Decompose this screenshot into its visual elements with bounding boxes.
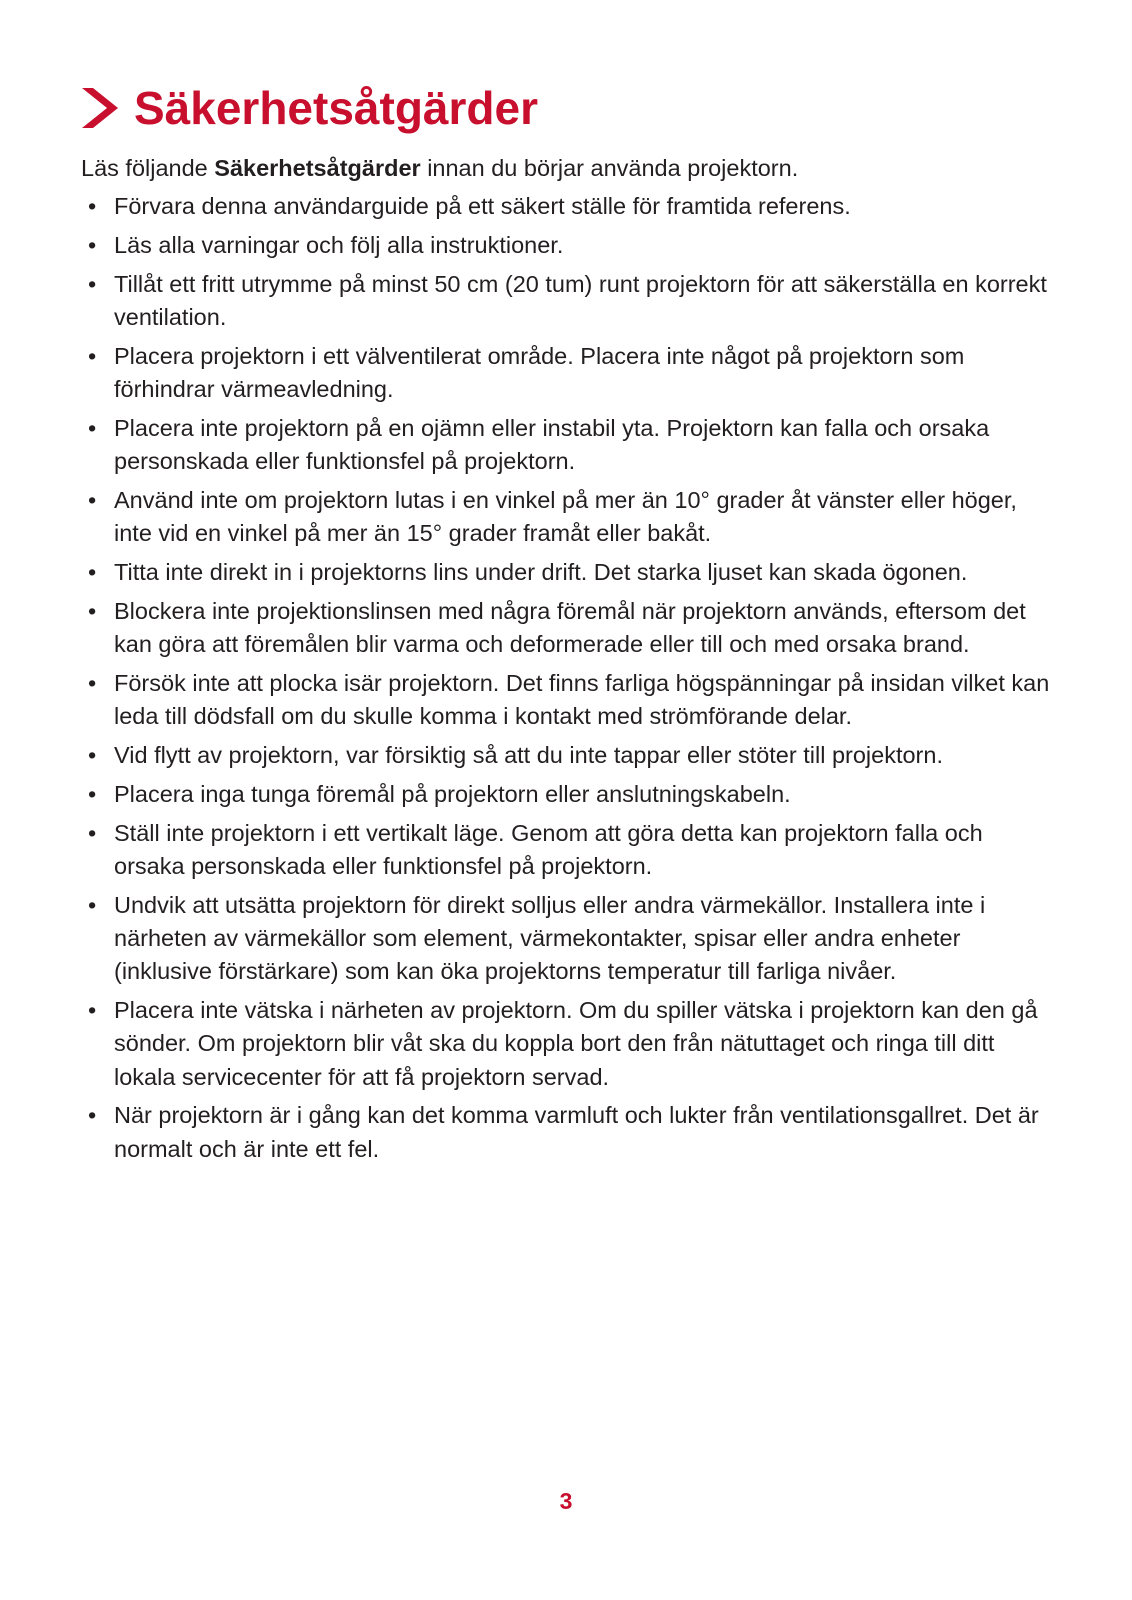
list-item bbox=[81, 484, 1051, 551]
list-item-text: Förvara denna användarguide på ett säkert ställe för framtida referens. bbox=[114, 193, 851, 219]
list-item bbox=[81, 817, 1051, 884]
list-item bbox=[81, 412, 1051, 479]
list-item bbox=[81, 889, 1051, 989]
list-item bbox=[81, 268, 1051, 335]
bullet: • bbox=[88, 997, 97, 1024]
bullet: • bbox=[88, 741, 97, 768]
page-number: 3 bbox=[559, 1488, 573, 1514]
list-item bbox=[81, 994, 1051, 1094]
safety-list bbox=[81, 190, 1051, 1172]
list-item-text: När projektorn är i gång kan det komma varmluft och lukter från ventilationsgallret. Det är normalt och är inte ett fel. bbox=[114, 1102, 1039, 1162]
list-item-text: Tillåt ett fritt utrymme på minst 50 cm (20 tum) runt projektorn för att säkerställa en korrekt ventilation. bbox=[114, 270, 1047, 330]
list-item-text: Använd inte om projektorn lutas i en vinkel på mer än 10° grader åt vänster eller höger, inte vid en vinkel på mer än 15° grader framåt eller bakåt. bbox=[114, 486, 1017, 547]
bullet: • bbox=[88, 669, 97, 696]
bullet: • bbox=[88, 558, 97, 585]
bullet: • bbox=[88, 486, 97, 513]
intro-bold-term: Säkerhetsåtgärder bbox=[214, 155, 421, 181]
list-item bbox=[81, 229, 1051, 262]
list-item-text: Blockera inte projektionslinsen med några föremål när projektorn används, eftersom det kan göra att föremålen blir varma och deformerade eller till och med orsaka brand. bbox=[114, 597, 1026, 658]
list-item bbox=[81, 595, 1051, 662]
bullet: • bbox=[88, 270, 97, 297]
list-item bbox=[81, 667, 1051, 734]
list-item bbox=[81, 340, 1051, 407]
list-item bbox=[81, 739, 1051, 772]
list-item-text: Placera inga tunga föremål på projektorn eller anslutningskabeln. bbox=[114, 780, 791, 807]
list-item-text: Titta inte direkt in i projektorns lins under drift. Det starka ljuset kan skada ögonen. bbox=[114, 558, 968, 585]
bullet: • bbox=[88, 819, 97, 846]
list-item bbox=[81, 1099, 1051, 1166]
section-heading bbox=[80, 76, 538, 140]
page-title: Säkerhetsåtgärder bbox=[134, 82, 538, 134]
list-item-text: Placera projektorn i ett välventilerat område. Placera inte något på projektorn som förhindrar värmeavledning. bbox=[114, 342, 965, 402]
list-item bbox=[81, 190, 1051, 223]
list-item bbox=[81, 556, 1051, 589]
list-item bbox=[81, 778, 1051, 811]
list-item-text: Försök inte att plocka isär projektorn. Det finns farliga högspänningar på insidan vilket kan leda till dödsfall om du skulle komma i kontakt med strömförande delar. bbox=[114, 669, 1050, 730]
list-item-text: Ställ inte projektorn i ett vertikalt läge. Genom att göra detta kan projektorn falla och orsaka personskada eller funktionsfel på projektorn. bbox=[114, 819, 983, 879]
list-item-text: Vid flytt av projektorn, var försiktig så att du inte tappar eller stöter till projektorn. bbox=[114, 741, 943, 768]
list-item-text: Placera inte projektorn på en ojämn eller instabil yta. Projektorn kan falla och orsaka personskada eller funktionsfel på projektorn. bbox=[114, 414, 990, 475]
intro-suffix: innan du börjar använda projektorn. bbox=[420, 155, 799, 181]
bullet: • bbox=[88, 1102, 97, 1129]
intro-prefix: Läs följande bbox=[81, 155, 215, 181]
list-item-text: Undvik att utsätta projektorn för direkt solljus eller andra värmekällor. Installera inte i närheten av värmekällor som element, värmekontakter, spisar eller andra enheter (inklusive förstärkare) som kan öka projektorns temperatur till farliga nivåer. bbox=[114, 891, 986, 985]
bullet: • bbox=[88, 780, 97, 807]
bullet: • bbox=[88, 193, 97, 219]
bullet: • bbox=[88, 414, 97, 441]
intro-paragraph bbox=[81, 152, 1061, 185]
bullet: • bbox=[88, 231, 97, 258]
bullet: • bbox=[88, 597, 97, 624]
bullet: • bbox=[88, 342, 97, 369]
chevron-right-icon bbox=[80, 84, 120, 132]
list-item-text: Läs alla varningar och följ alla instruktioner. bbox=[114, 231, 564, 258]
bullet: • bbox=[88, 891, 97, 918]
list-item-text: Placera inte vätska i närheten av projektorn. Om du spiller vätska i projektorn kan den gå sönder. Om projektorn blir våt ska du koppla bort den från nätuttaget och ringa till ditt lokala servicecenter för att få projektorn servad. bbox=[114, 997, 1038, 1090]
